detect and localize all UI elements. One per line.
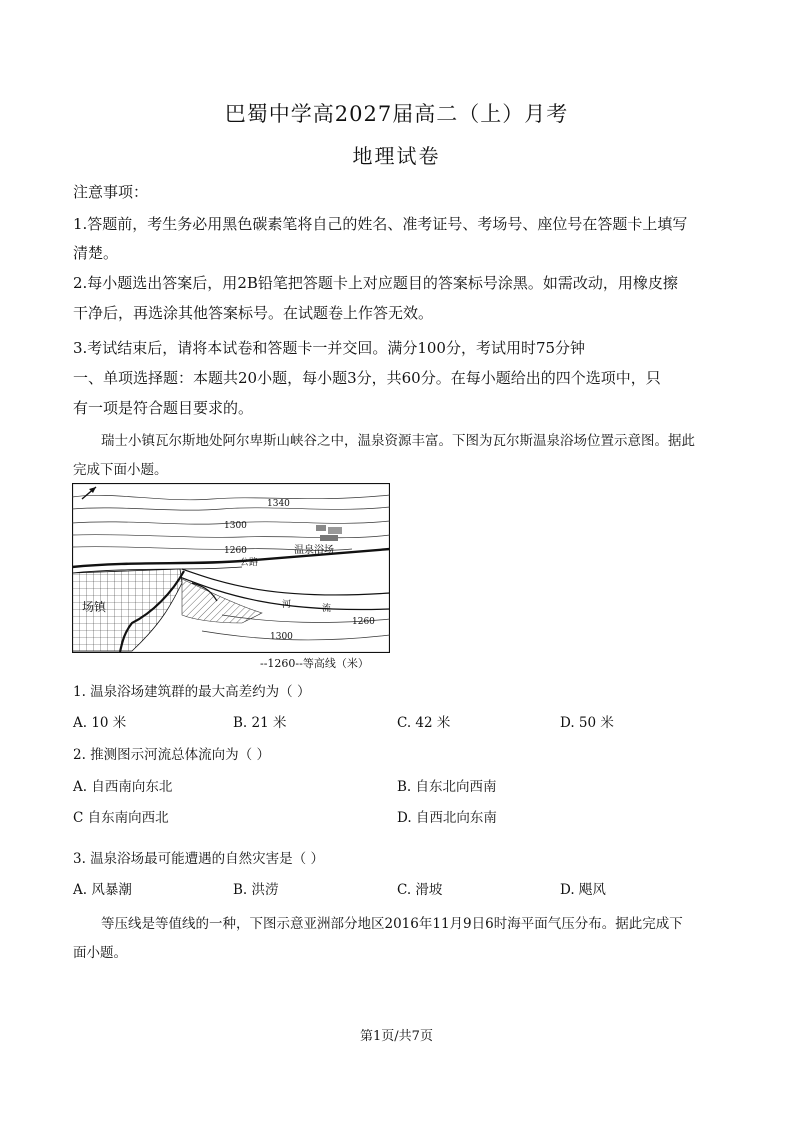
- spa-label: 温泉浴场: [294, 545, 334, 556]
- passage-text: 瑞士小镇瓦尔斯地处阿尔卑斯山峡谷之中，温泉资源丰富。下图为瓦尔斯温泉浴场位置示意图。据此: [101, 433, 695, 449]
- contour-label: 1340: [267, 499, 290, 509]
- option-a[interactable]: A. 风暴潮: [73, 882, 132, 898]
- option-b[interactable]: B. 21 米: [233, 715, 287, 731]
- option-d[interactable]: D. 飓风: [560, 882, 606, 898]
- notice-item: 2.每小题选出答案后，用2B铅笔把答题卡上对应题目的答案标号涂黑。如需改动，用橡皮擦: [73, 274, 678, 292]
- passage-text: 等压线是等值线的一种，下图示意亚洲部分地区2016年11月9日6时海平面气压分布。据此完成下: [101, 916, 683, 932]
- notice-item: 干净后，再选涂其他答案标号。在试题卷上作答无效。: [73, 304, 434, 322]
- option-b[interactable]: B. 自东北向西南: [397, 779, 497, 795]
- notice-heading: 注意事项：: [73, 183, 149, 201]
- option-a[interactable]: A. 自西南向东北: [73, 779, 173, 795]
- option-c[interactable]: C. 滑坡: [397, 882, 443, 898]
- river-label: 流: [322, 604, 332, 614]
- section-heading: 一、单项选择题：本题共20小题，每小题3分，共60分。在每小题给出的四个选项中，只: [73, 369, 661, 387]
- question-stem: 3. 温泉浴场最可能遭遇的自然灾害是（ ）: [73, 851, 324, 867]
- contour-label: 1260: [352, 617, 375, 627]
- page-footer: 第1页/共7页: [360, 1029, 433, 1044]
- town-label: 场镇: [82, 600, 107, 614]
- question-stem: 2. 推测图示河流总体流向为（ ）: [73, 747, 270, 763]
- page-subtitle: 地理试卷: [352, 144, 441, 168]
- page-title: 巴蜀中学高2027届高二（上）月考: [224, 102, 569, 126]
- option-c[interactable]: C. 42 米: [397, 715, 451, 731]
- option-d[interactable]: D. 50 米: [560, 715, 614, 731]
- notice-item: 清楚。: [73, 244, 119, 262]
- passage-text: 面小题。: [73, 945, 127, 961]
- option-c[interactable]: C 自东南向西北: [73, 810, 169, 826]
- passage-text: 完成下面小题。: [73, 462, 168, 478]
- question-stem: 1. 温泉浴场建筑群的最大高差约为（ ）: [73, 684, 311, 700]
- notice-item: 3.考试结束后，请将本试卷和答题卡一并交回。满分100分，考试用时75分钟: [73, 339, 586, 357]
- option-d[interactable]: D. 自西北向东南: [397, 810, 497, 826]
- map-legend: --1260--等高线（米）: [260, 657, 369, 670]
- contour-label: 1300: [270, 632, 293, 642]
- section-heading-cont: 有一项是符合题目要求的。: [73, 399, 254, 417]
- option-a[interactable]: A. 10 米: [73, 715, 127, 731]
- notice-item: 1.答题前，考生务必用黑色碳素笔将自己的姓名、准考证号、考场号、座位号在答题卡上填写: [73, 215, 688, 233]
- contour-map: [72, 483, 390, 653]
- contour-label: 1300: [224, 521, 247, 531]
- option-b[interactable]: B. 洪涝: [233, 882, 279, 898]
- river-label: 河: [282, 600, 292, 610]
- contour-label: 1260: [224, 546, 247, 556]
- road-label: 公路: [240, 558, 259, 568]
